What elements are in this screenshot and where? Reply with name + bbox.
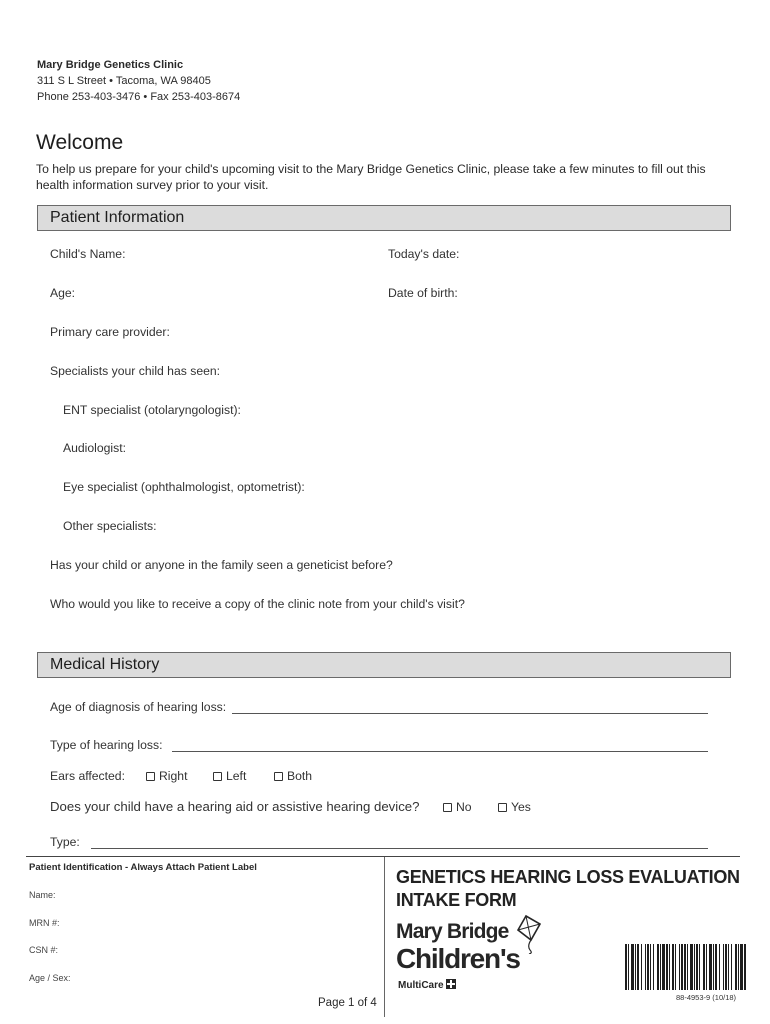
yes-checkbox[interactable]: [498, 803, 507, 812]
clinic-note-copy-question: Who would you like to receive a copy of the clinic note from your child's visit?: [50, 597, 465, 611]
footer-vertical-divider: [384, 857, 385, 1017]
no-checkbox[interactable]: [443, 803, 452, 812]
device-type-line[interactable]: [91, 848, 708, 849]
date-of-birth-label: Date of birth:: [388, 286, 458, 300]
hearing-aid-no-option[interactable]: [443, 800, 472, 814]
form-title-line2: INTAKE FORM: [396, 890, 517, 910]
multicare-cross-icon: [446, 979, 456, 989]
welcome-title: Welcome: [36, 131, 124, 154]
age-label: Age:: [50, 286, 76, 300]
other-specialists-label: Other specialists:: [63, 519, 157, 533]
pid-mrn-label: MRN #:: [29, 918, 60, 928]
both-label: Both: [287, 769, 313, 783]
type-of-hearing-loss-line[interactable]: [172, 751, 708, 752]
pid-age-sex-label: Age / Sex:: [29, 973, 71, 983]
specialists-label: Specialists your child has seen:: [50, 364, 221, 378]
welcome-intro: To help us prepare for your child's upcoming visit to the Mary Bridge Genetics Clinic, please take a few minutes to fill out this health information survey prior to your visit.: [36, 162, 706, 192]
medical-history-title: Medical History: [50, 656, 160, 673]
device-type-label: Type:: [50, 835, 80, 849]
patient-information-header: [37, 205, 731, 231]
geneticist-question: Has your child or anyone in the family seen a geneticist before?: [50, 558, 393, 572]
hearing-aid-yes-option[interactable]: [498, 800, 531, 814]
clinic-name: Mary Bridge Genetics Clinic: [37, 59, 184, 71]
ears-both-option[interactable]: [274, 769, 312, 783]
patient-identification-title: Patient Identification - Always Attach Patient Label: [29, 862, 257, 873]
pid-csn-label: CSN #:: [29, 945, 59, 955]
ears-right-option[interactable]: [146, 769, 187, 783]
yes-label: Yes: [511, 800, 531, 814]
no-label: No: [456, 800, 472, 814]
ent-specialist-label: ENT specialist (otolaryngologist):: [63, 403, 241, 417]
multicare-label: MultiCare: [398, 980, 444, 991]
left-checkbox[interactable]: [213, 772, 222, 781]
type-of-hearing-loss-label: Type of hearing loss:: [50, 738, 163, 752]
pid-name-label: Name:: [29, 890, 56, 900]
page-number: Page 1 of 4: [318, 997, 377, 1009]
left-label: Left: [226, 769, 247, 783]
mary-bridge-logo-text: Mary Bridge: [396, 920, 509, 943]
childrens-logo-text: Children's: [396, 943, 520, 974]
medical-history-header: [37, 652, 731, 678]
footer-divider: [26, 856, 740, 857]
todays-date-label: Today's date:: [388, 247, 460, 261]
right-checkbox[interactable]: [146, 772, 155, 781]
form-number: 88-4953-9 (10/18): [676, 993, 737, 1002]
primary-care-provider-label: Primary care provider:: [50, 325, 170, 339]
ears-left-option[interactable]: [213, 769, 246, 783]
right-label: Right: [159, 769, 188, 783]
form-title-line1: GENETICS HEARING LOSS EVALUATION: [396, 867, 740, 887]
hearing-aid-question: Does your child have a hearing aid or assistive hearing device?: [50, 799, 420, 814]
barcode-icon: [624, 944, 746, 990]
eye-specialist-label: Eye specialist (ophthalmologist, optometrist):: [63, 480, 305, 494]
age-of-diagnosis-line[interactable]: [232, 713, 708, 714]
patient-information-title: Patient Information: [50, 209, 185, 226]
both-checkbox[interactable]: [274, 772, 283, 781]
clinic-phone-fax: Phone 253-403-3476 • Fax 253-403-8674: [37, 91, 241, 103]
multicare-logo-text: [398, 979, 456, 991]
ears-affected-label: Ears affected:: [50, 769, 125, 783]
audiologist-label: Audiologist:: [63, 441, 127, 455]
clinic-address: 311 S L Street • Tacoma, WA 98405: [37, 75, 211, 87]
age-of-diagnosis-label: Age of diagnosis of hearing loss:: [50, 700, 227, 714]
childs-name-label: Child's Name:: [50, 247, 126, 261]
